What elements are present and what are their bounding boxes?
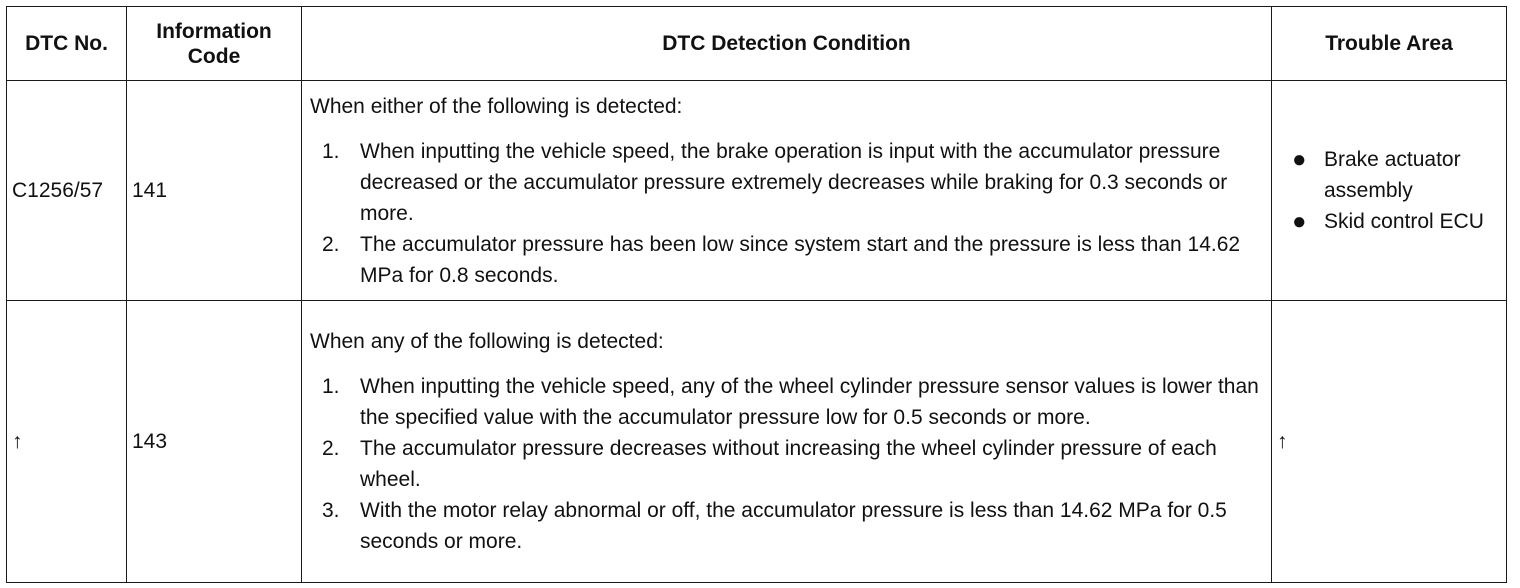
header-information-code-line2: Code bbox=[187, 44, 241, 68]
condition-item-text: The accumulator pressure decreases without increasing the wheel cylinder pressure of each wheel. bbox=[360, 437, 1217, 491]
bullet-icon: ● bbox=[1292, 146, 1307, 173]
trouble-area-item bbox=[1292, 206, 1498, 237]
condition-list bbox=[310, 371, 1261, 557]
table-header-row bbox=[7, 7, 1507, 81]
header-information-code bbox=[127, 7, 302, 81]
condition-item bbox=[322, 229, 1261, 291]
dtc-table bbox=[6, 6, 1507, 583]
condition-item bbox=[322, 371, 1261, 433]
detection-condition-cell bbox=[302, 81, 1272, 301]
header-trouble-area: Trouble Area bbox=[1272, 7, 1507, 81]
condition-item-number: 2. bbox=[322, 232, 340, 256]
condition-item-text: When inputting the vehicle speed, any of the wheel cylinder pressure sensor values is lower than the specified value with the accumulator pressure low for 0.5 seconds or more. bbox=[360, 375, 1259, 429]
trouble-area-cell bbox=[1272, 301, 1507, 583]
trouble-area-text: Skid control ECU bbox=[1324, 210, 1484, 233]
condition-item-number: 1. bbox=[322, 139, 340, 163]
condition-item-text: The accumulator pressure has been low since system start and the pressure is less than 14.62 MPa for 0.8 seconds. bbox=[360, 232, 1241, 287]
header-dtc-no: DTC No. bbox=[7, 7, 127, 81]
same-as-above-arrow-icon: ↑ bbox=[12, 430, 23, 453]
dtc-number-cell bbox=[7, 301, 127, 583]
condition-item bbox=[322, 433, 1261, 495]
same-as-above-arrow-icon: ↑ bbox=[1277, 430, 1288, 453]
trouble-area-item bbox=[1292, 144, 1498, 206]
trouble-area-text: Brake actuator assembly bbox=[1324, 148, 1461, 202]
header-information-code-line1: Information bbox=[156, 19, 272, 43]
table-row bbox=[7, 81, 1507, 301]
header-detection-condition: DTC Detection Condition bbox=[302, 7, 1272, 81]
bullet-icon: ● bbox=[1292, 208, 1307, 235]
condition-item-number: 2. bbox=[322, 437, 340, 460]
information-code-cell: 143 bbox=[127, 301, 302, 583]
information-code-cell: 141 bbox=[127, 81, 302, 301]
condition-item-text: With the motor relay abnormal or off, the accumulator pressure is less than 14.62 MPa for 0.5 seconds or more. bbox=[360, 499, 1227, 553]
detection-condition-cell bbox=[302, 301, 1272, 583]
condition-lead-text: When either of the following is detected: bbox=[310, 94, 683, 118]
condition-item bbox=[322, 136, 1261, 229]
condition-item-number: 1. bbox=[322, 375, 340, 398]
trouble-area-cell bbox=[1272, 81, 1507, 301]
condition-item bbox=[322, 495, 1261, 557]
trouble-area-list bbox=[1292, 144, 1498, 237]
table-row bbox=[7, 301, 1507, 583]
condition-lead-text: When any of the following is detected: bbox=[310, 330, 664, 353]
dtc-number-cell: C1256/57 bbox=[7, 81, 127, 301]
condition-list bbox=[310, 136, 1261, 291]
condition-item-number: 3. bbox=[322, 499, 340, 522]
condition-item-text: When inputting the vehicle speed, the brake operation is input with the accumulator pressure decreased or the accumulator pressure extremely decreases while braking for 0.3 seconds or more. bbox=[360, 139, 1228, 225]
